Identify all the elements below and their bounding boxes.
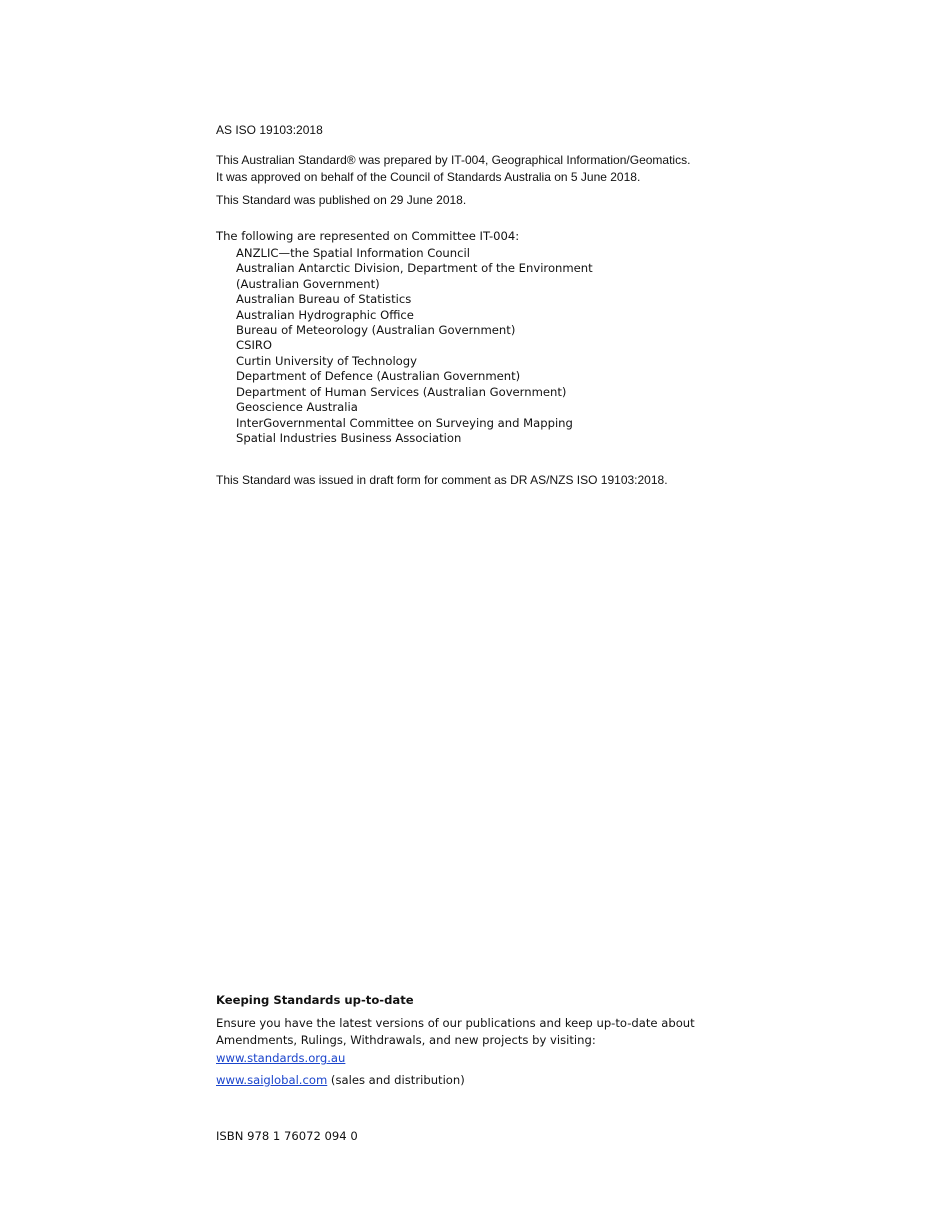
committee-member: ANZLIC—the Spatial Information Council xyxy=(236,246,470,260)
committee-member: CSIRO xyxy=(236,338,273,352)
publication-date: This Standard was published on 29 June 2018. xyxy=(216,193,467,207)
committee-member: InterGovernmental Committee on Surveying and Mapping xyxy=(236,416,573,430)
committee-member: Department of Human Services (Australian Government) xyxy=(236,385,567,399)
saiglobal-link-line xyxy=(216,1072,465,1088)
committee-member: Geoscience Australia xyxy=(236,400,358,414)
committee-member: Department of Defence (Australian Government) xyxy=(236,369,521,383)
keeping-line-1: Ensure you have the latest versions of our publications and keep up-to-date about xyxy=(216,1016,695,1030)
committee-member: Australian Antarctic Division, Department of the Environment xyxy=(236,261,593,275)
committee-intro: The following are represented on Committee IT-004: xyxy=(216,229,520,243)
keeping-line-2: Amendments, Rulings, Withdrawals, and new projects by visiting: xyxy=(216,1033,596,1047)
committee-member: (Australian Government) xyxy=(236,277,380,291)
draft-note: This Standard was issued in draft form for comment as DR AS/NZS ISO 19103:2018. xyxy=(216,473,668,487)
saiglobal-link[interactable]: www.saiglobal.com xyxy=(216,1073,328,1087)
standards-link[interactable]: www.standards.org.au xyxy=(216,1051,346,1065)
committee-member: Bureau of Meteorology (Australian Government) xyxy=(236,323,516,337)
standard-designation: AS ISO 19103:2018 xyxy=(216,123,323,137)
preparation-line-1: This Australian Standard® was prepared by IT-004, Geographical Information/Geomatics. xyxy=(216,153,691,167)
saiglobal-link-suffix: (sales and distribution) xyxy=(327,1073,465,1087)
isbn: ISBN 978 1 76072 094 0 xyxy=(216,1129,358,1143)
committee-member: Spatial Industries Business Association xyxy=(236,431,462,445)
committee-member: Australian Bureau of Statistics xyxy=(236,292,412,306)
preparation-line-2: It was approved on behalf of the Council of Standards Australia on 5 June 2018. xyxy=(216,170,641,184)
committee-member: Curtin University of Technology xyxy=(236,354,417,368)
keeping-heading: Keeping Standards up-to-date xyxy=(216,993,414,1007)
committee-member: Australian Hydrographic Office xyxy=(236,308,414,322)
standards-link-line xyxy=(216,1050,345,1066)
